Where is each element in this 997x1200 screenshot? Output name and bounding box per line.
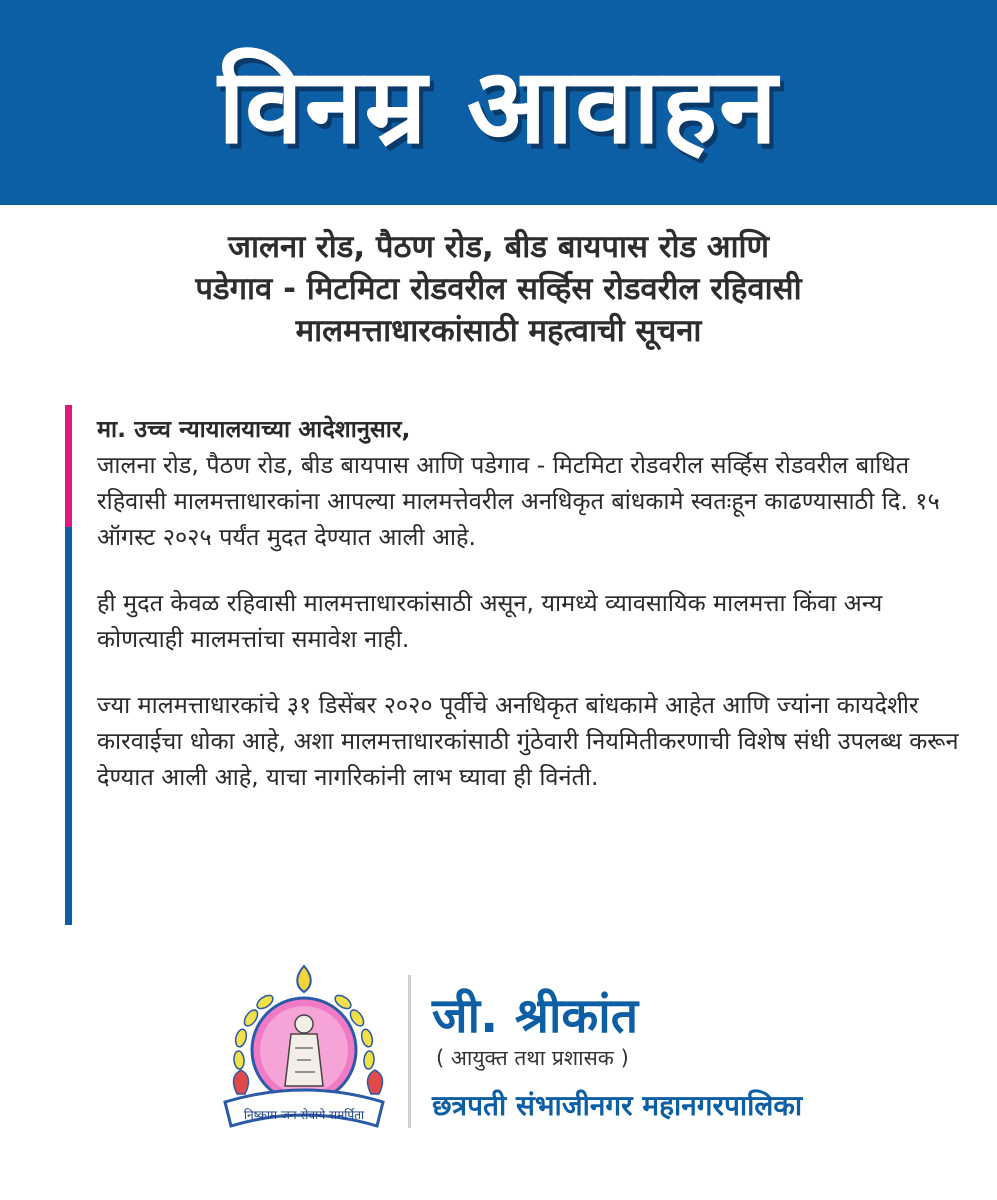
official-designation: ( आयुक्त तथा प्रशासक ) <box>436 1046 629 1070</box>
organization-name: छत्रपती संभाजीनगर महानगरपालिका <box>432 1089 803 1122</box>
municipal-emblem-icon <box>215 962 393 1140</box>
accent-bar-blue <box>65 527 72 925</box>
notice-block <box>65 405 965 925</box>
accent-bar-pink <box>65 405 72 527</box>
footer-divider <box>408 975 411 1128</box>
subtitle-line: पडेगाव - मिटमिटा रोडवरील सर्व्हिस रोडवरील रहिवासी <box>195 271 802 307</box>
header-banner <box>0 0 997 205</box>
notice-lead: मा. उच्च न्यायालयाच्या आदेशानुसार, <box>97 415 411 443</box>
notice-subtitle <box>0 226 997 352</box>
notice-paragraph-1: जालना रोड, पैठण रोड, बीड बायपास आणि पडेगाव - मिटमिटा रोडवरील सर्व्हिस रोडवरील बाधित रहिवासी मालमत्ताधारकांना आपल्या मालमत्तेवरील अनधिकृत बांधकामे स्वतःहून काढण्यासाठी दि. १५ ऑगस्ट २०२५ पर्यंत मुदत देण्यात आली आहे. <box>97 451 940 551</box>
notice-paragraph-2: ही मुदत केवळ रहिवासी मालमत्ताधारकांसाठी असून, यामध्ये व्यावसायिक मालमत्ता किंवा अन्य कोणत्याही मालमत्तांचा समावेश नाही. <box>97 589 883 653</box>
notice-paragraph-3: ज्या मालमत्ताधारकांचे ३१ डिसेंबर २०२० पूर्वीचे अनधिकृत बांधकामे आहेत आणि ज्यांना कायदेशीर कारवाईचा धोका आहे, अशा मालमत्ताधारकांसाठी गुंठेवारी नियमितीकरणाची विशेष संधी उपलब्ध करून देण्यात आली आहे, याचा नागरिकांनी लाभ घ्यावा ही विनंती. <box>97 691 959 791</box>
notice-text <box>97 411 967 795</box>
subtitle-line: मालमत्ताधारकांसाठी महत्वाची सूचना <box>295 313 702 349</box>
emblem-motto: निष्काम जन सेवाये समर्पिता <box>243 1108 365 1122</box>
banner-title: विनम्र आवाहन <box>218 45 779 167</box>
subtitle-line: जालना रोड, पैठण रोड, बीड बायपास रोड आणि <box>227 229 770 265</box>
official-name: जी. श्रीकांत <box>432 988 639 1044</box>
